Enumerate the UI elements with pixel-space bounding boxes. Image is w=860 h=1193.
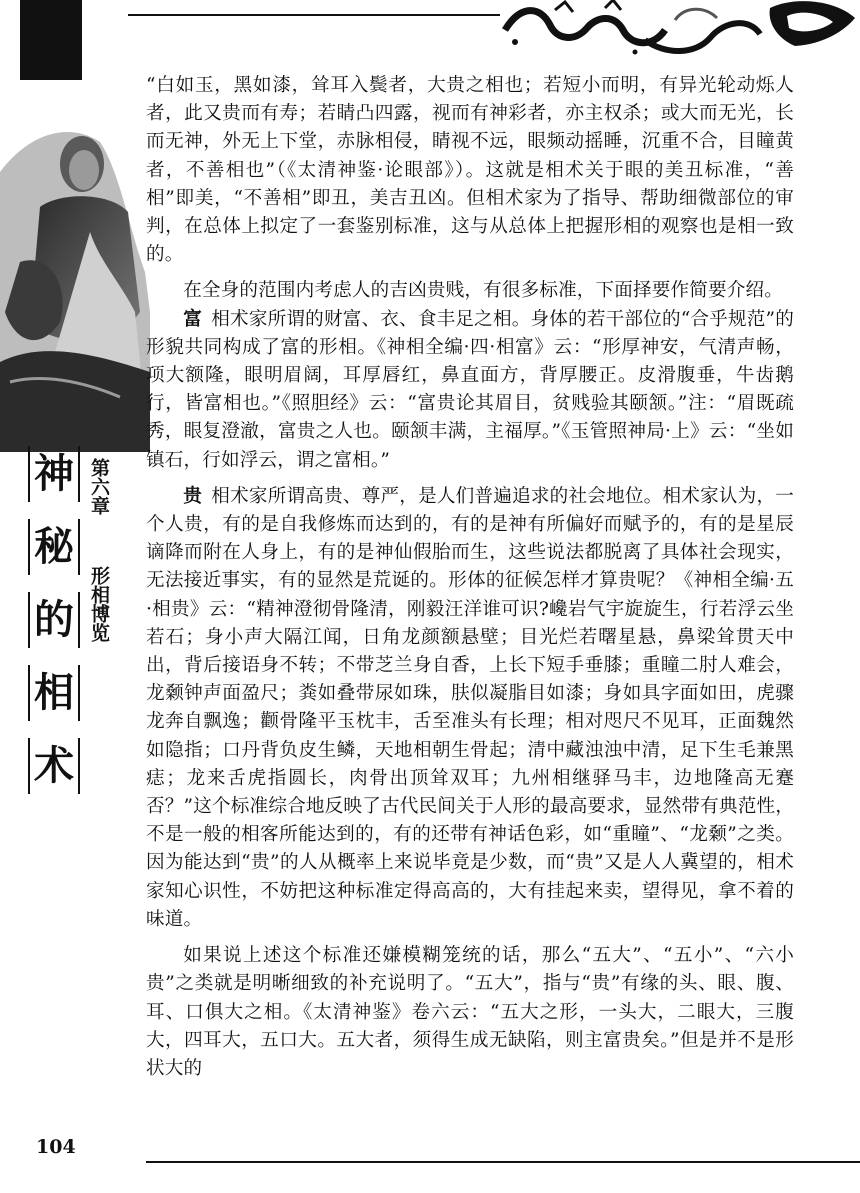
- header-rule: [128, 14, 500, 16]
- paragraph-gui: [146, 483, 794, 934]
- paragraph-text: 相术家所谓的财富、衣、食丰足之相。身体的若干部位的“合乎规范”的形貌共同构成了富的形相。《神相全编·四·相富》云：“形厚神安，气清声畅，项大额隆，眼明眉阔，耳厚唇红，鼻直面方，背厚腰正。皮滑腹垂，牛齿鹅行，皆富相也。”《照胆经》云：“富贵论其眉目，贫贱验其颐颔。”注：“眉既疏秀，眼复澄澈，富贵之人也。颐颔丰满，主福厚。”《玉管照神局·上》云：“坐如镇石，行如浮云，谓之富相。”: [146, 308, 794, 471]
- title-char: 秘: [28, 519, 80, 575]
- term-fu: 富: [183, 308, 202, 330]
- paragraph: 在全身的范围内考虑人的吉凶贵贱，有很多标准，下面择要作简要介绍。: [183, 280, 783, 302]
- term-gui: 贵: [183, 485, 202, 507]
- paragraph: “白如玉，黑如漆，耸耳入鬓者，大贵之相也；若短小而明，有异光轮动烁人者，此又贵而有寿；若睛凸四露，视而有神彩者，亦主权杀；或大而无光，长而无神，外无上下堂，赤脉相侵，睛视不远，眼频动摇睡，沉重不合，目瞳黄者，不善相也”（《太清神鉴·论眼部》）。这就是相术关于眼的美丑标准，“善相”即美，“不善相”即丑，美吉丑凶。但相术家为了指导、帮助细微部位的审判，在总体上拟定了一套鉴别标准，这与从总体上把握形相的观察也是相一致的。: [146, 75, 794, 266]
- title-char: 相: [28, 665, 80, 721]
- dragon-ornament-icon: [495, 0, 860, 60]
- paragraph-text: 相术家所谓高贵、尊严，是人们普遍追求的社会地位。相术家认为，一个人贵，有的是自我修炼而达到的，有的是神有所偏好而赋予的，有的是星辰谪降而附在人身上，有的是神仙假胎而生，这些说法都脱离了具体社会现实，无法接近事实，有的显然是荒诞的。形体的征候怎样才算贵呢？《神相全编·五·相贵》云：“精神澄彻骨隆清，刚毅汪洋谁可识?巉岩气宇旋旋生，行若浮云坐若石；身小声大隔江闻，日角龙颜额悬壁；目光烂若曙星悬，鼻梁耸贯天中出，背后接语身不转；不带芝兰身自香，上长下短手垂膝；重瞳二肘人难会，龙颡钟声面盈尺；粪如叠带尿如珠，肤似凝脂目如漆；身如具字面如田，虎骤龙奔自飘逸；颧骨隆平玉枕丰，舌至准头有长理；相对咫尺不见耳，正面魏然如隐指；口丹背负皮生鳞，天地相朝生骨起；清中藏浊浊中清，足下生毛兼黑痣；龙来舌虎指圆长，肉骨出顶耸双耳；九州相继驿马丰，边地隆高无蹇否？”这个标准综合地反映了古代民间关于人形的最高要求，显然带有典范性，不是一般的相客所能达到的，有的还带有神话色彩，如“重瞳”、“龙颡”之类。因为能达到“贵”的人从概率上来说毕竟是少数，而“贵”又是人人冀望的，相术家知心识性，不妨把这种标准定得高高的，大有挂起来卖，望得见，拿不着的味道。: [146, 485, 795, 930]
- footer-rule: [146, 1161, 860, 1163]
- paragraph: 如果说上述这个标准还嫌模糊笼统的话，那么“五大”、“五小”、“六小贵”之类就是明晰细致的补充说明了。“五大”，指与“贵”有缘的头、眼、腹、耳、口俱大之相。《太清神鉴》卷六云：“五大之形，一头大，二眼大，三腹大，四耳大，五口大。五大者，须得生成无缺陷，则主富贵矣。”但是并不是形状大的: [146, 945, 794, 1079]
- section-label: 形相博览: [88, 566, 110, 642]
- title-char: 的: [28, 592, 80, 648]
- paragraph-fu: [146, 306, 794, 475]
- page-body: [146, 72, 794, 1083]
- title-char: 神: [28, 446, 80, 502]
- page-number: 104: [36, 1136, 76, 1158]
- book-title-vertical: [28, 446, 84, 811]
- chapter-label: 第六章: [88, 458, 110, 515]
- title-char: 术: [28, 738, 80, 794]
- portrait-figure: [0, 112, 150, 452]
- corner-block: [20, 0, 82, 80]
